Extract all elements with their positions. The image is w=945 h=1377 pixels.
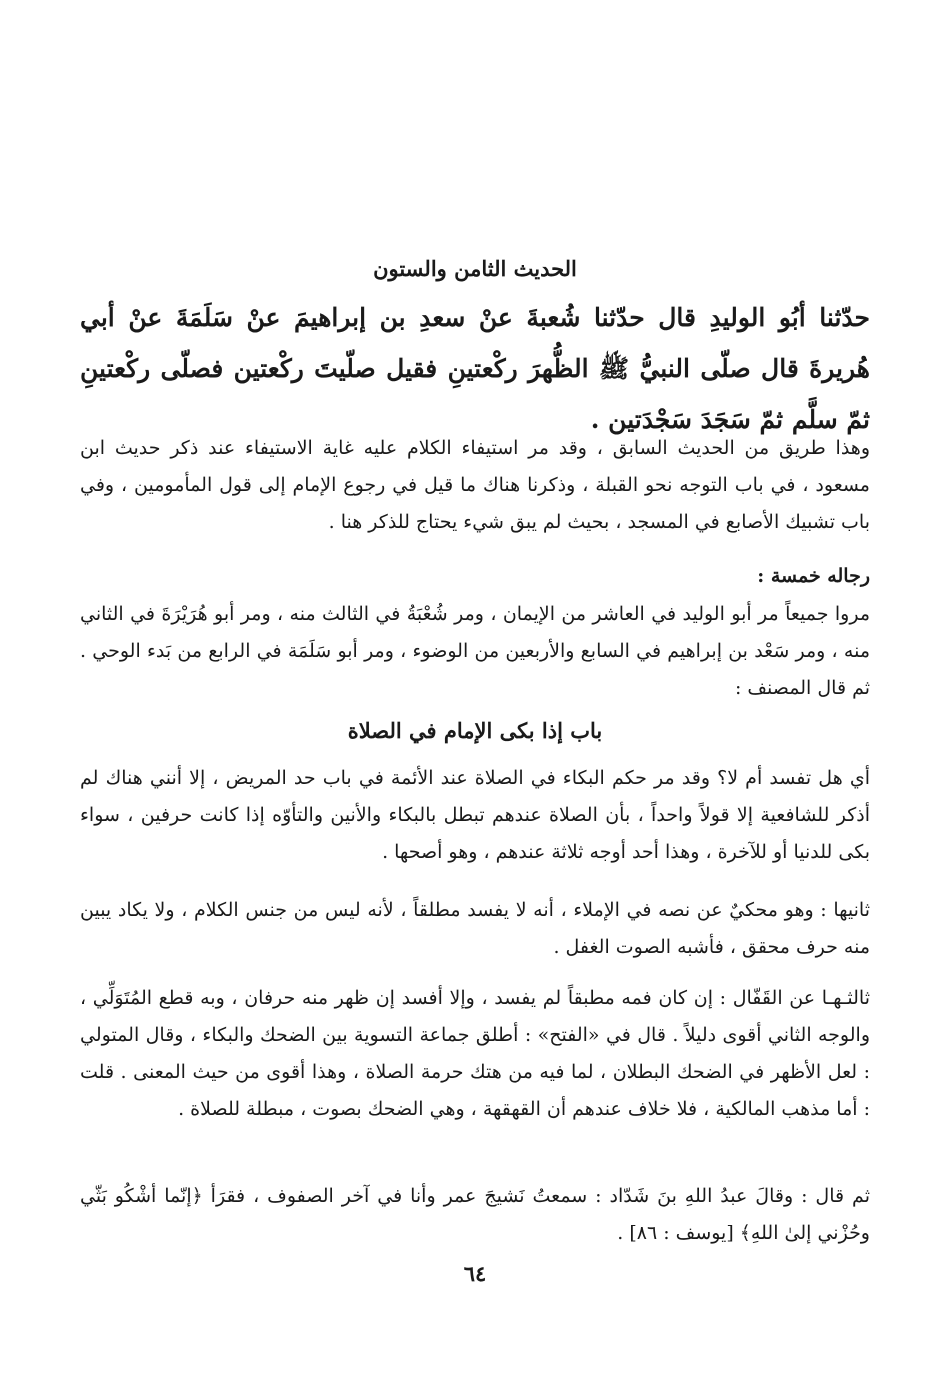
hadith-text: حدّثنا أبُو الوليدِ قال حدّثنا شُعبةَ عنْ سعدِ بن إبراهيمَ عنْ سَلَمَةَ عنْ أبي هُريرةَ قال صلّى النبيُّ ﷺ الظُّهرَ ركْعتينِ فقيل صلّيتَ ركْعتين فصلّى ركْعتينِ ثمّ سلَّم ثمّ سَجَدَ سَجْدَتين . [80, 303, 870, 434]
narrators-heading: رجاله خمسة : [757, 565, 870, 587]
commentary-paragraph-1: وهذا طريق من الحديث السابق ، وقد مر استيفاء الكلام عليه غاية الاستيفاء عند ذكر حديث ابن مسعود ، في باب التوجه نحو القبلة ، وذكرنا هناك ما قيل في رجوع الإمام إلى قول المأمومين ، وفي باب تشبيك الأصابع في المسجد ، بحيث لم يبق شيء يحتاج للذكر هنا . [80, 437, 870, 533]
page-number: ٦٤ [463, 1261, 487, 1286]
document-page [80, 0, 870, 1377]
commentary-paragraph-5: ثالثـهـا عن القَفّال : إن كان فمه مطبقاً لم يفسد ، وإلا أفسد إن ظهر منه حرفان ، وبه قطع المُتَوَلِّي ، والوجه الثاني أقوى دليلاً . قال في «الفتح» : أطلق جماعة التسوية بين الضحك والبكاء ، وقال المتولي : لعل الأظهر في الضحك البطلان ، لما فيه من هتك حرمة الصلاة ، وهذا أقوى من حيث المعنى . قلت : أما مذهب المالكية ، فلا خلاف عندهم أن القهقهة ، وهي الضحك بصوت ، مبطلة للصلاة . [80, 987, 870, 1120]
chapter-heading: باب إذا بكى الإمام في الصلاة [347, 718, 603, 743]
hadith-heading: الحديث الثامن والستون [373, 256, 577, 281]
commentary-paragraph-4: ثانيها : وهو محكيٌ عن نصه في الإملاء ، أنه لا يفسد مطلقاً ، لأنه ليس من جنس الكلام ، ولا يكاد يبين منه حرف محقق ، فأشبه الصوت الغفل . [80, 899, 870, 958]
narrators-paragraph: مروا جميعاً مر أبو الوليد في العاشر من الإيمان ، ومر شُعْبَةُ في الثالث منه ، ومر أبو هُرَيْرَةَ في الثاني منه ، ومر سَعْد بن إبراهيم في السابع والأربعين من الوضوء ، ومر أبو سَلَمَة في الرابع من بَدء الوحي . ثم قال المصنف : [80, 603, 870, 699]
commentary-paragraph-6: ثم قال : وقالَ عبدُ اللهِ بنَ شَدّاد : سمعتُ نَشيجَ عمر وأنا في آخر الصفوف ، فقرَأ ﴿إنّما أشْكُو بَثّي وحُزْني إلىٰ اللهِ﴾ [يوسف : ٨٦] . [80, 1185, 870, 1244]
commentary-paragraph-3: أي هل تفسد أم لا؟ وقد مر حكم البكاء في الصلاة عند الأئمة في باب حد المريض ، إلا أنني هناك لم أذكر للشافعية إلا قولاً واحداً ، بأن الصلاة عندهم تبطل بالبكاء والأنين والتأوّه إذا كانت حرفين ، سواء بكى للدنيا أو للآخرة ، وهذا أحد أوجه ثلاثة عندهم ، وهو أصحها . [80, 767, 870, 863]
